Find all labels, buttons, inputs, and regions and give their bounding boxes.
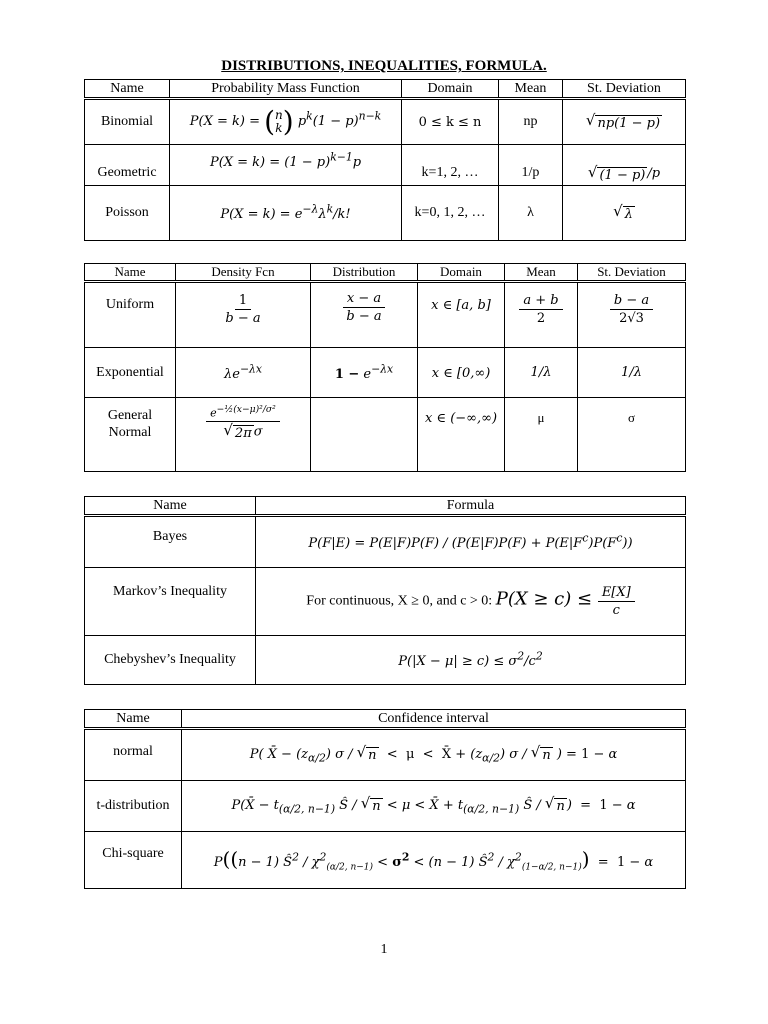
poisson-sd: √ λ: [563, 186, 686, 241]
uniform-mean: $\frac{a + b}{2}$: [505, 282, 578, 348]
table-header-row: [85, 264, 686, 282]
markov-prefix: For continuous, X ≥ 0, and c > 0:: [306, 593, 493, 609]
row-domain: 0 ≤ k ≤ n: [402, 99, 499, 145]
exponential-density: $\lambda e^{-\lambda x}$: [176, 348, 311, 398]
row-mean: 1/p: [499, 145, 563, 186]
table-row-normal-ci: [85, 729, 686, 781]
normal-name-line2: Normal: [108, 424, 152, 440]
geometric-pmf: $P(X = k) = (1 - p)^{k-1}p$: [170, 145, 402, 186]
binomial-sd: √ np(1 − p): [563, 99, 686, 145]
table-row-chebyshev: [85, 636, 686, 685]
header-distribution: Distribution: [311, 264, 418, 282]
confidence-interval-table: [84, 709, 686, 889]
normal-distribution: [311, 398, 418, 472]
exponential-domain: x ∈ [0,∞): [418, 348, 505, 398]
row-name: t-distribution: [85, 781, 182, 832]
header-formula: Formula: [256, 497, 686, 516]
bayes-formula: $P(F|E) = P(E|F)P(F) / (P(E|F)P(F) + P(E|F^c)P(F^c))$: [256, 516, 686, 568]
row-domain: k=1, 2, …: [402, 145, 499, 186]
table-header-row: [85, 710, 686, 729]
table-row-normal: [85, 398, 686, 472]
row-name: Geometric: [85, 145, 170, 186]
row-name: Exponential: [85, 348, 176, 398]
header-sd: St. Deviation: [578, 264, 686, 282]
header-density: Density Fcn: [176, 264, 311, 282]
table-row-poisson: [85, 186, 686, 241]
header-name: Name: [85, 497, 256, 516]
header-ci: Confidence interval: [182, 710, 686, 729]
table-row-markov: [85, 568, 686, 636]
formula-table: [84, 496, 686, 685]
normal-mean: μ: [505, 398, 578, 472]
uniform-sd: $\frac{b - a}{2√3}$: [578, 282, 686, 348]
uniform-domain: x ∈ [a, b]: [418, 282, 505, 348]
normal-name-line1: General: [107, 408, 153, 423]
header-sd: St. Deviation: [563, 80, 686, 99]
row-name: [85, 398, 176, 472]
row-name: normal: [85, 729, 182, 781]
row-mean: np: [499, 99, 563, 145]
binomial-pmf: P(X = k) = ( n k ) $p^k(1 - p)^{n-k}$: [170, 99, 402, 145]
exponential-distribution: $1 - e^{-\lambda x}$: [311, 348, 418, 398]
row-mean: λ: [499, 186, 563, 241]
row-name: Chi-square: [85, 832, 182, 889]
discrete-distributions-table: [84, 79, 686, 241]
header-name: Name: [85, 80, 170, 99]
header-pmf: Probability Mass Function: [170, 80, 402, 99]
table-row-uniform: [85, 282, 686, 348]
markov-formula: For continuous, X ≥ 0, and c > 0: P(X ≥ c) ≤ $\frac{E[X]}{c}$: [256, 568, 686, 636]
header-domain: Domain: [402, 80, 499, 99]
header-name: Name: [85, 710, 182, 729]
table-row-t-distribution: [85, 781, 686, 832]
chi-square-ci-formula: P((n − 1) $Ŝ^2 / \chi^2_{(\alpha/2, n-1)} < \sigma^2 < (n - 1)$ $Ŝ^2 / \chi^2_{(1-\alpha/2, n-1)}) = 1 - \alpha$: [182, 832, 686, 889]
chebyshev-formula: $P(|X - \mu| \ge c) \le \sigma^2/c^2$: [256, 636, 686, 685]
document-title: DISTRIBUTIONS, INEQUALITIES, FORMULA.: [221, 58, 547, 74]
normal-sd: σ: [578, 398, 686, 472]
table-row-binomial: [85, 99, 686, 145]
normal-ci-formula: P( X̄ − $(z_{\alpha/2})$ σ / √ n < μ < X̄ + $(z_{\alpha/2})$ σ / √ n ) = 1 − α: [182, 729, 686, 781]
exponential-sd: 1/λ: [578, 348, 686, 398]
row-name: Poisson: [85, 186, 170, 241]
page-number: 1: [380, 942, 388, 957]
row-domain: k=0, 1, 2, …: [402, 186, 499, 241]
table-header-row: [85, 80, 686, 99]
table-row-exponential: [85, 348, 686, 398]
header-mean: Mean: [505, 264, 578, 282]
poisson-pmf: $P(X = k) = e^{-\lambda}\lambda^k/k$!: [170, 186, 402, 241]
header-mean: Mean: [499, 80, 563, 99]
table-row-bayes: [85, 516, 686, 568]
normal-domain: x ∈ (−∞,∞): [418, 398, 505, 472]
row-name: Markov’s Inequality: [85, 568, 256, 636]
row-name: Uniform: [85, 282, 176, 348]
header-name: Name: [85, 264, 176, 282]
header-domain: Domain: [418, 264, 505, 282]
uniform-distribution: $\frac{x - a}{b - a}$: [311, 282, 418, 348]
row-name: Chebyshev’s Inequality: [85, 636, 256, 685]
continuous-distributions-table: [84, 263, 686, 472]
table-row-geometric: [85, 145, 686, 186]
normal-density: $e^{-\frac{1}{2}(x-\mu)^2/\sigma^2}$ √ 2π σ: [176, 398, 311, 472]
uniform-density: $\frac{1}{b - a}$: [176, 282, 311, 348]
row-name: Bayes: [85, 516, 256, 568]
table-row-chi-square: [85, 832, 686, 889]
table-header-row: [85, 497, 686, 516]
t-ci-formula: P(X̄ − $t_{(\alpha/2, n-1)}$ Ŝ / √ n < μ < X̄ + $t_{(\alpha/2, n-1)}$ Ŝ / √ n ) = 1 − α: [182, 781, 686, 832]
exponential-mean: 1/λ: [505, 348, 578, 398]
row-name: Binomial: [85, 99, 170, 145]
geometric-sd: √ (1 − p) /p: [563, 145, 686, 186]
